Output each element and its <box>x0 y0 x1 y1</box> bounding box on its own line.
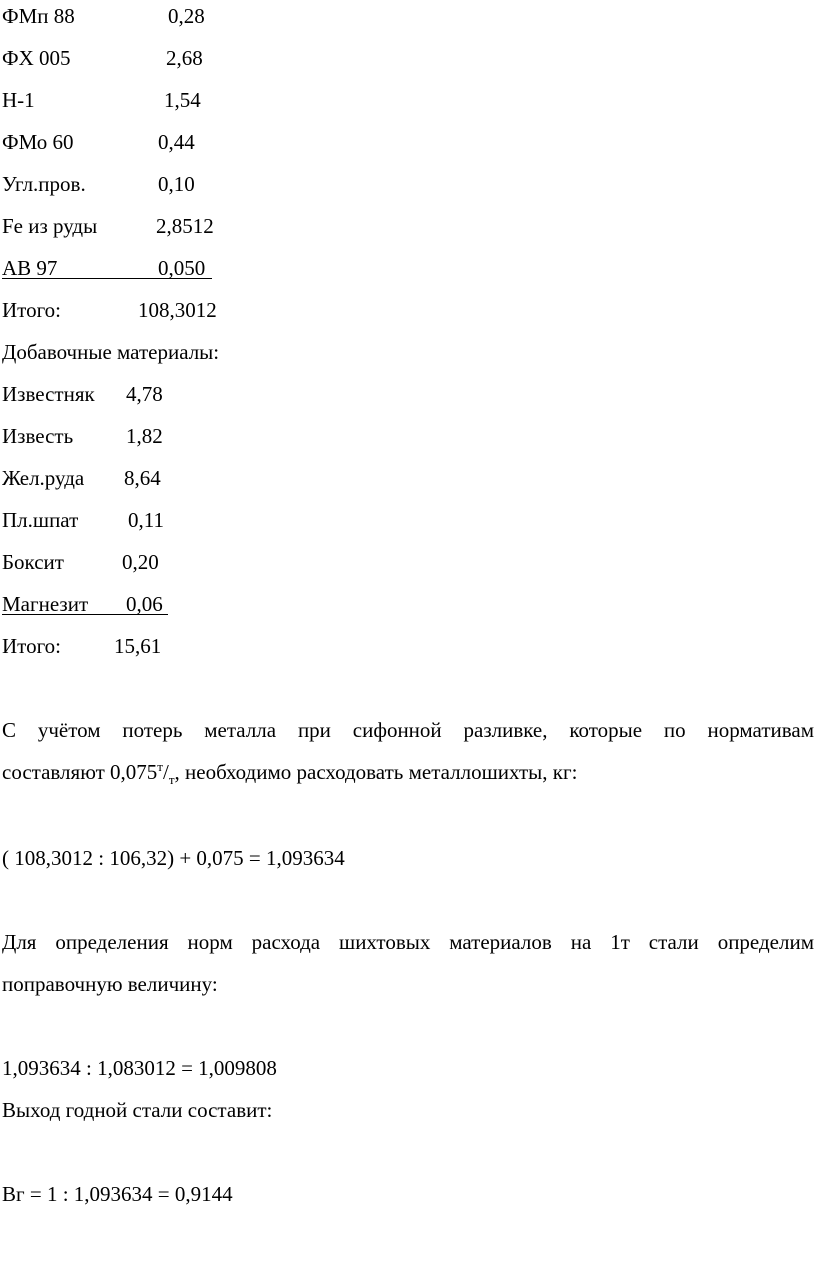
additive-row <box>2 382 163 406</box>
additive-row <box>2 592 163 616</box>
yield-heading: Выход годной стали составит: <box>2 1098 273 1122</box>
alloy-row <box>2 214 214 238</box>
formula: Вг = 1 : 1,093634 = 0,9144 <box>2 1182 233 1206</box>
additive-value: 0,06 <box>126 592 163 616</box>
additive-row <box>2 550 159 574</box>
additive-name: Боксит <box>2 550 64 574</box>
underline-divider <box>2 614 168 615</box>
additive-name: Жел.руда <box>2 466 85 490</box>
paragraph-line: С учётом потерь металла при сифонной разливке, которые по нормативам <box>2 718 814 742</box>
alloy-name: ФХ 005 <box>2 46 71 70</box>
additive-value: 0,20 <box>122 550 159 574</box>
paragraph-line <box>2 759 578 788</box>
paragraph-line: Для определения норм расхода шихтовых материалов на 1т стали определим <box>2 930 814 954</box>
underline-divider <box>2 278 212 279</box>
additive-value: 0,11 <box>128 508 164 532</box>
alloys-total-row <box>2 298 217 322</box>
additive-name: Магнезит <box>2 592 89 616</box>
additives-total-row <box>2 634 162 658</box>
additive-name: Известняк <box>2 382 95 406</box>
total-label: Итого: <box>2 634 61 658</box>
additive-value: 4,78 <box>126 382 163 406</box>
additive-row <box>2 424 163 448</box>
alloy-value: 0,10 <box>158 172 195 196</box>
alloy-value: 2,68 <box>166 46 203 70</box>
alloy-name: Н-1 <box>2 88 35 112</box>
paragraph-text: , необходимо расходовать металлошихты, кг: <box>174 760 578 784</box>
additive-row <box>2 508 164 532</box>
additive-name: Пл.шпат <box>2 508 79 532</box>
alloy-value: 2,8512 <box>156 214 214 238</box>
formula: ( 108,3012 : 106,32) + 0,075 = 1,093634 <box>2 846 345 870</box>
alloy-value: 1,54 <box>164 88 201 112</box>
unit-superscript: т <box>157 759 163 774</box>
alloy-row <box>2 256 206 280</box>
alloy-value: 0,050 <box>158 256 206 280</box>
unit-subscript: т <box>168 772 175 788</box>
alloy-row <box>2 172 195 196</box>
paragraph-text: составляют 0,075 <box>2 760 158 784</box>
total-value: 15,61 <box>114 634 162 658</box>
alloy-name: ФМо 60 <box>2 130 74 154</box>
alloy-row <box>2 130 195 154</box>
formula: 1,093634 : 1,083012 = 1,009808 <box>2 1056 277 1080</box>
alloy-name: Fe из руды <box>2 214 98 238</box>
additive-name: Известь <box>2 424 74 448</box>
unit-slash: / <box>162 760 169 784</box>
total-value: 108,3012 <box>138 298 217 322</box>
alloy-value: 0,28 <box>168 4 205 28</box>
alloy-name: АВ 97 <box>2 256 58 280</box>
alloy-value: 0,44 <box>158 130 195 154</box>
alloy-row <box>2 46 203 70</box>
alloy-row <box>2 88 201 112</box>
additive-value: 8,64 <box>124 466 161 490</box>
additives-heading: Добавочные материалы: <box>2 340 220 364</box>
alloy-name: Угл.пров. <box>2 172 86 196</box>
additive-value: 1,82 <box>126 424 163 448</box>
total-label: Итого: <box>2 298 61 322</box>
alloy-row <box>2 4 205 28</box>
paragraph-line: поправочную величину: <box>2 972 218 996</box>
additive-row <box>2 466 161 490</box>
alloy-name: ФМп 88 <box>2 4 75 28</box>
